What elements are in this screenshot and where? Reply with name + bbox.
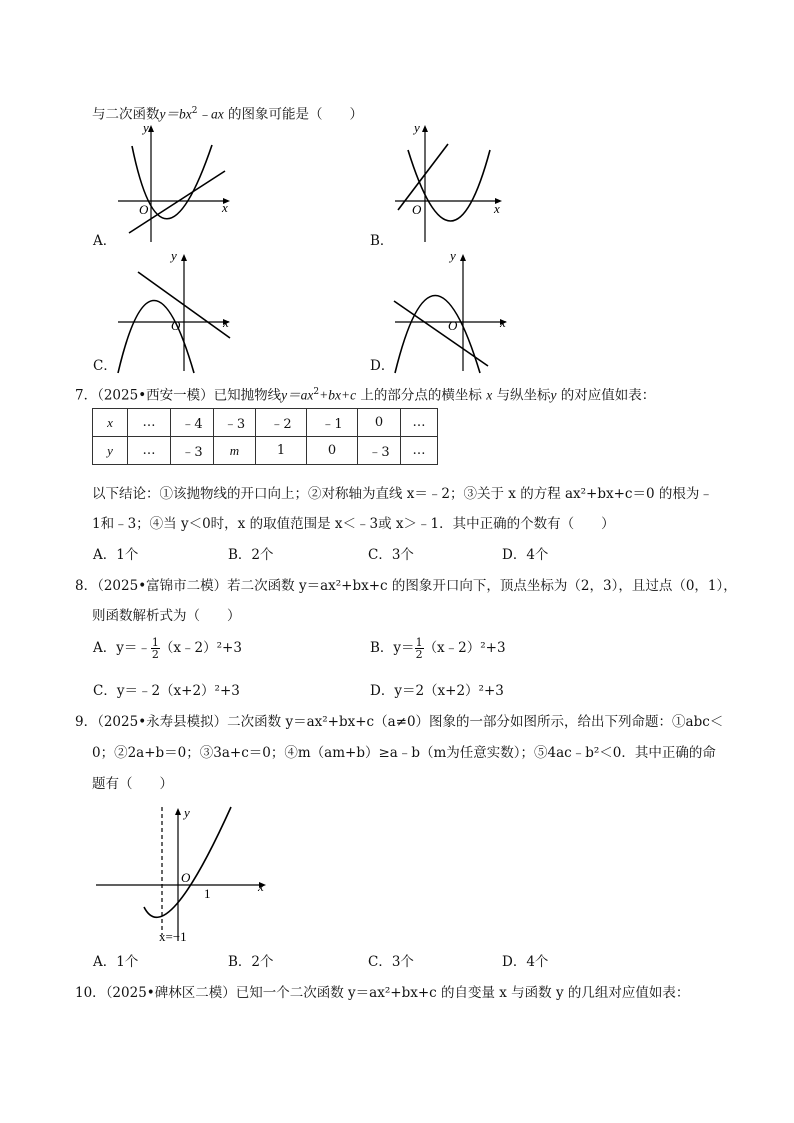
table-cell: ﹣4 [171, 409, 214, 437]
q6-stem: 与二次函数$y=bx^2﹣ax$ 的图象可能是（ ） [92, 106, 364, 123]
q9-graph [93, 801, 273, 943]
q8-option-a: A．y＝﹣ $\frac{1}{2}$ （x﹣2）²+3 [93, 636, 242, 661]
table-cell: ﹣3 [171, 437, 214, 465]
option-c: C． [93, 358, 117, 374]
table-cell: ﹣3 [358, 437, 401, 465]
graph-d-y-label: y [450, 248, 456, 263]
q7-conclusion-2: 1和﹣3；④当 y＜0时，x 的取值范围是 x＜﹣3或 x＞﹣1．其中正确的个数有（ ） [92, 516, 615, 532]
graph-d-x-label: x [500, 315, 506, 330]
graph-c-x-label: x [223, 315, 229, 330]
option-d: D． [370, 358, 395, 374]
table-cell: … [401, 437, 438, 465]
table-cell: ﹣2 [256, 409, 307, 437]
table-row-y [93, 437, 438, 465]
graph-b [392, 120, 512, 245]
q10-stem: 10．（2025•碑林区二模）已知一个二次函数 y＝ax²+bx+c 的自变量 x 与函数 y 的几组对应值如表： [75, 985, 690, 1001]
graph-b-origin: O [412, 202, 422, 217]
fraction: $\frac{1}{2}$ [151, 636, 159, 661]
q9-graph-origin: O [181, 870, 191, 885]
table-cell: … [401, 409, 438, 437]
graph-a-y-label: y [143, 120, 149, 135]
graph-c-y-label: y [171, 248, 177, 263]
q9-stem-3: 题有（ ） [92, 776, 173, 792]
q9-graph-y-label: y [184, 805, 190, 820]
q7-table [92, 408, 438, 465]
q9-graph-axis-label: x=−1 [159, 929, 187, 944]
graph-b-x-label: x [494, 201, 500, 216]
q7-option-b: B．2个 [228, 547, 274, 563]
graph-c-origin: O [171, 318, 181, 333]
table-cell: … [128, 409, 171, 437]
option-a: A． [93, 233, 117, 249]
q7-conclusion-1: 以下结论：①该抛物线的开口向上；②对称轴为直线 x＝﹣2；③关于 x 的方程 ax²+bx+c＝0 的根为﹣ [92, 486, 713, 502]
q9-graph-one: 1 [204, 886, 211, 901]
table-cell: 0 [358, 409, 401, 437]
q8-stem-1: 8．（2025•富锦市二模）若二次函数 y＝ax²+bx+c 的图象开口向下，顶点坐标为（2，3），且过点（0，1）， [75, 578, 737, 594]
q9-graph-x-label: x [258, 879, 264, 894]
q9-option-c: C．3个 [368, 954, 414, 970]
table-cell: x [93, 409, 128, 437]
q9-option-d: D．4个 [502, 954, 549, 970]
q9-option-b: B．2个 [228, 954, 274, 970]
table-cell: m [214, 437, 256, 465]
q7-option-c: C．3个 [368, 547, 414, 563]
q9-stem-2: 0；②2a+b＝0；③3a+c＝0；④m（am+b）≥a﹣b（m为任意实数）；⑤4ac﹣b²＜0．其中正确的命 [92, 745, 716, 761]
table-cell: ﹣1 [307, 409, 358, 437]
graph-d-origin: O [448, 318, 458, 333]
q7-stem: 7．（2025•西安一模）已知抛物线$y=ax^2+bx+c$ 上的部分点的横坐标 x 与纵坐标y 的对应值如表： [75, 387, 656, 404]
q8-option-b: B．y＝ $\frac{1}{2}$ （x﹣2）²+3 [370, 636, 506, 661]
table-cell: … [128, 437, 171, 465]
q7-option-d: D．4个 [502, 547, 549, 563]
graph-c [115, 248, 240, 373]
table-cell: 0 [307, 437, 358, 465]
table-cell: y [93, 437, 128, 465]
graph-a-origin: O [139, 202, 149, 217]
q9-stem-1: 9．（2025•永寿县模拟）二次函数 y＝ax²+bx+c（a≠0）图象的一部分如图所示，给出下列命题：①abc＜ [75, 714, 724, 730]
q8-stem-2: 则函数解析式为（ ） [92, 608, 241, 624]
graph-a [115, 120, 235, 245]
q7-option-a: A．1个 [93, 547, 139, 563]
graph-a-x-label: x [222, 200, 228, 215]
table-cell: ﹣3 [214, 409, 256, 437]
fraction: $\frac{1}{2}$ [415, 636, 423, 661]
graph-b-y-label: y [414, 120, 420, 135]
table-row-x [93, 409, 438, 437]
q8-option-d: D．y＝2（x+2）²+3 [370, 683, 504, 699]
q8-option-c: C．y＝﹣2（x+2）²+3 [93, 683, 240, 699]
graph-d [392, 248, 517, 373]
option-b: B． [370, 233, 394, 249]
q9-option-a: A．1个 [93, 954, 139, 970]
table-cell: 1 [256, 437, 307, 465]
